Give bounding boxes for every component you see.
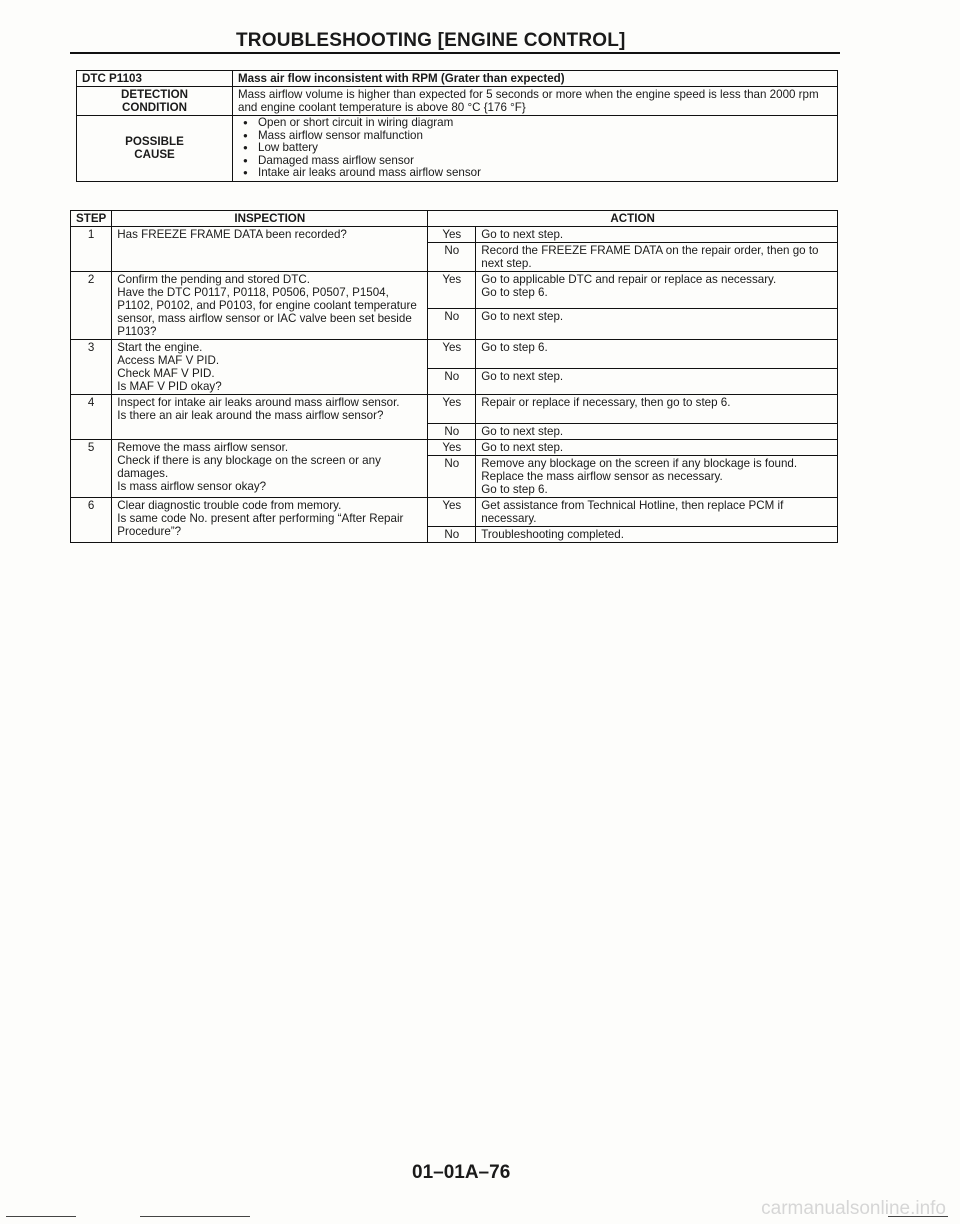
yes-label: Yes (428, 498, 476, 527)
page-title: TROUBLESHOOTING [ENGINE CONTROL] (236, 30, 626, 51)
dtc-row (77, 71, 838, 87)
table-row (71, 272, 838, 309)
yes-action: Go to next step. (476, 440, 838, 456)
no-label: No (428, 309, 476, 340)
table-row (71, 227, 838, 243)
watermark: carmanualsonline.info (761, 1198, 946, 1219)
page-number: 01–01A–76 (412, 1162, 511, 1183)
detection-row (77, 87, 838, 116)
no-action: Go to next step. (476, 309, 838, 340)
no-action: Go to next step. (476, 424, 838, 440)
yes-action: Go to applicable DTC and repair or replace as necessary. Go to step 6. (476, 272, 838, 309)
step-inspection: Has FREEZE FRAME DATA been recorded? (112, 227, 428, 272)
no-label: No (428, 527, 476, 543)
no-label: No (428, 424, 476, 440)
yes-label: Yes (428, 340, 476, 369)
step-number: 6 (71, 498, 112, 543)
dtc-summary-table (76, 70, 838, 182)
table-row (71, 440, 838, 456)
no-action: Record the FREEZE FRAME DATA on the repair order, then go to next step. (476, 243, 838, 272)
yes-action: Repair or replace if necessary, then go to step 6. (476, 395, 838, 424)
step-inspection: Confirm the pending and stored DTC. Have the DTC P0117, P0118, P0506, P0507, P1504, P1102, P0102, and P0103, for engine coolant temperature sensor, mass airflow sensor or IAC valve been set beside P1103? (112, 272, 428, 340)
no-action: Remove any blockage on the screen if any blockage is found. Replace the mass airflow sensor as necessary. Go to step 6. (476, 456, 838, 498)
yes-label: Yes (428, 227, 476, 243)
step-number: 1 (71, 227, 112, 272)
yes-action: Go to step 6. (476, 340, 838, 369)
no-action: Troubleshooting completed. (476, 527, 838, 543)
header-action: ACTION (428, 211, 838, 227)
dtc-code: DTC P1103 (77, 71, 233, 87)
table-row (71, 498, 838, 527)
table-row (71, 340, 838, 369)
header-rule (70, 52, 840, 54)
table-row (71, 395, 838, 424)
step-inspection: Remove the mass airflow sensor. Check if there is any blockage on the screen or any damages. Is mass airflow sensor okay? (112, 440, 428, 498)
yes-label: Yes (428, 272, 476, 309)
step-number: 4 (71, 395, 112, 440)
yes-label: Yes (428, 440, 476, 456)
list-item: ● Intake air leaks around mass airflow sensor (258, 167, 832, 180)
no-action: Go to next step. (476, 369, 838, 395)
yes-action: Go to next step. (476, 227, 838, 243)
no-label: No (428, 243, 476, 272)
list-item: ● Open or short circuit in wiring diagram (258, 117, 832, 130)
cause-cell (233, 116, 838, 182)
step-number: 5 (71, 440, 112, 498)
step-inspection: Clear diagnostic trouble code from memory. Is same code No. present after performing “After Repair Procedure”? (112, 498, 428, 543)
crop-mark (140, 1216, 250, 1217)
step-number: 2 (71, 272, 112, 340)
yes-label: Yes (428, 395, 476, 424)
list-item: ● Damaged mass airflow sensor (258, 155, 832, 168)
detection-text: Mass airflow volume is higher than expected for 5 seconds or more when the engine speed is less than 2000 rpm and engine coolant temperature is above 80 °C {176 °F} (233, 87, 838, 116)
no-label: No (428, 369, 476, 395)
step-inspection: Inspect for intake air leaks around mass airflow sensor. Is there an air leak around the mass airflow sensor? (112, 395, 428, 440)
list-item: ● Mass airflow sensor malfunction (258, 130, 832, 143)
crop-mark (6, 1216, 76, 1217)
step-number: 3 (71, 340, 112, 395)
step-inspection: Start the engine. Access MAF V PID. Check MAF V PID. Is MAF V PID okay? (112, 340, 428, 395)
detection-label: DETECTION CONDITION (77, 87, 233, 116)
dtc-description: Mass air flow inconsistent with RPM (Grater than expected) (233, 71, 838, 87)
no-label: No (428, 456, 476, 498)
cause-label: POSSIBLE CAUSE (77, 116, 233, 182)
inspection-steps-table (70, 210, 838, 543)
header-inspection: INSPECTION (112, 211, 428, 227)
cause-list (238, 117, 832, 180)
yes-action: Get assistance from Technical Hotline, then replace PCM if necessary. (476, 498, 838, 527)
header-step: STEP (71, 211, 112, 227)
list-item: ● Low battery (258, 142, 832, 155)
cause-row (77, 116, 838, 182)
table-header-row (71, 211, 838, 227)
